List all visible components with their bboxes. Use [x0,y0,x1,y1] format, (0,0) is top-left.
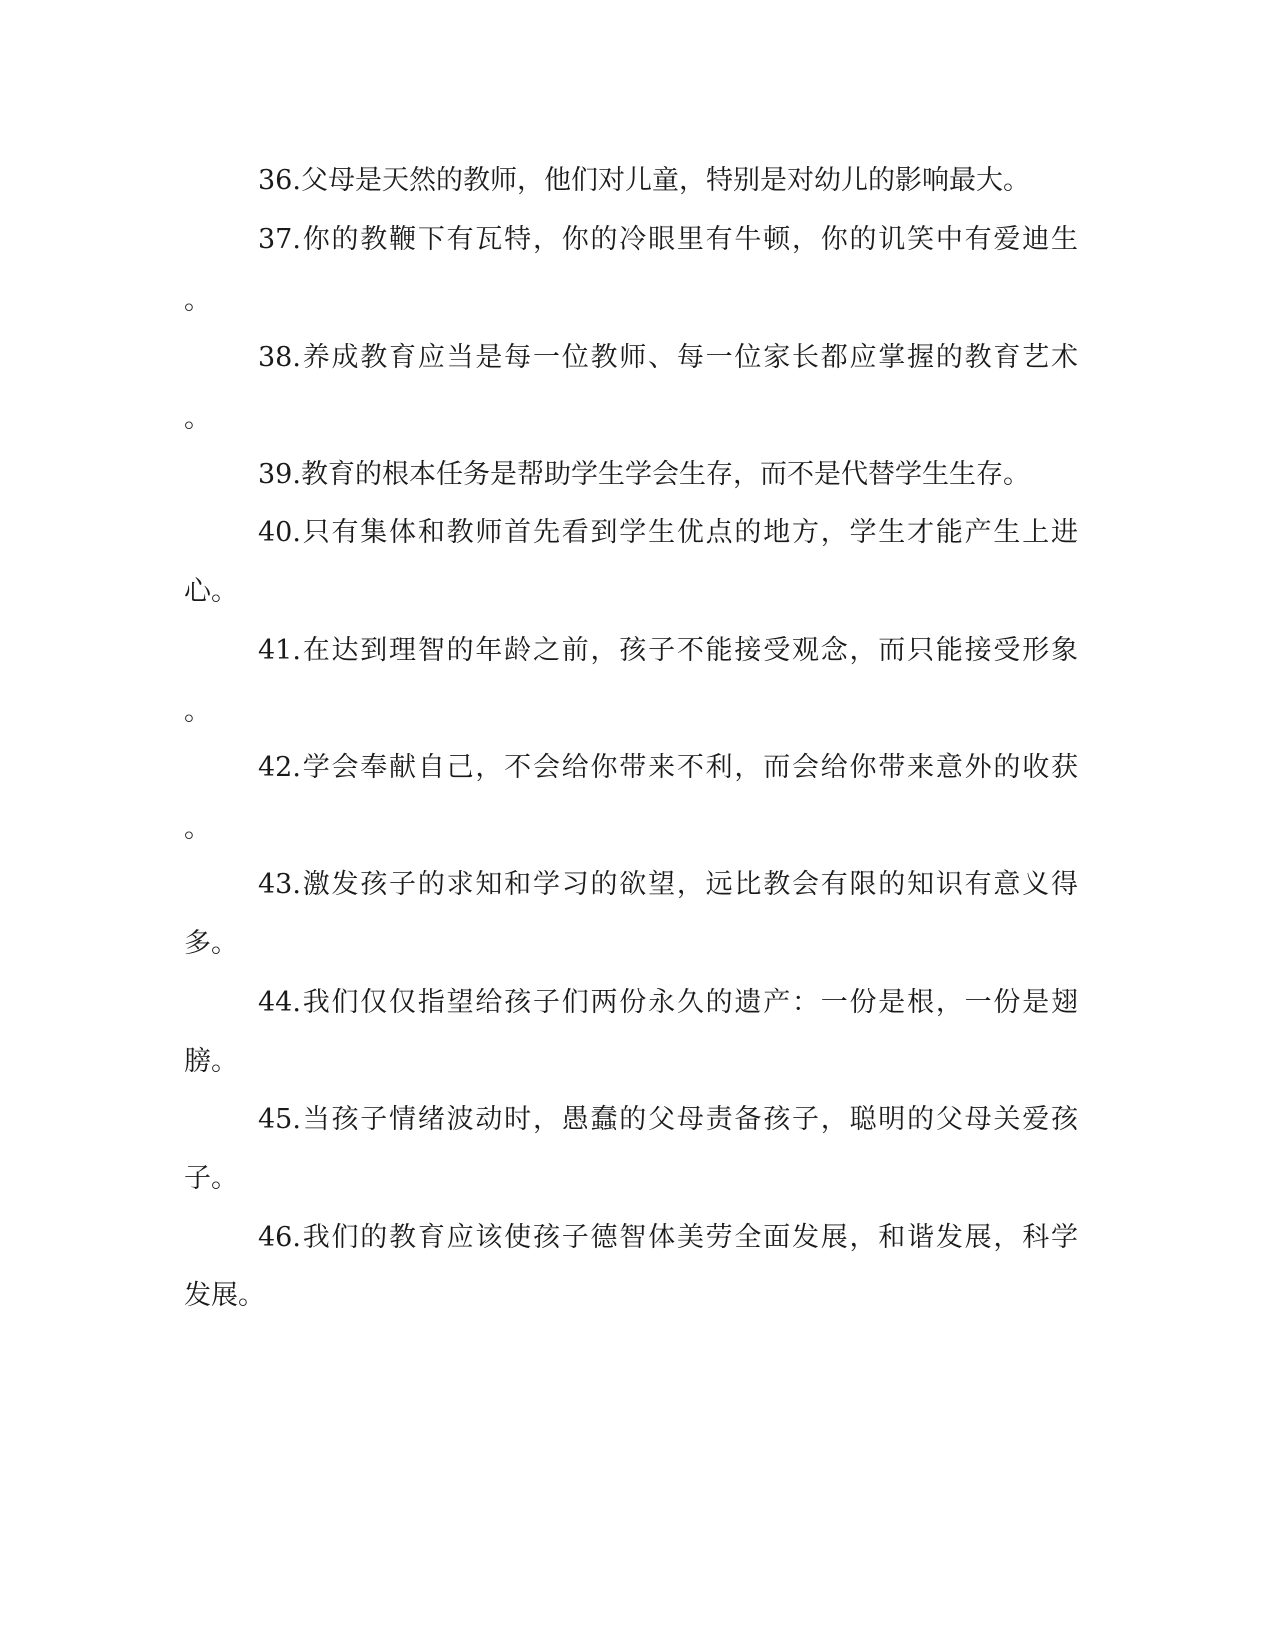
quote-44-line-1: 44.我们仅仅指望给孩子们两份永久的遗产：一份是根，一份是翅 [258,987,1078,1018]
quote-37-line-2: 。 [184,285,211,316]
quote-38-line-1: 38.养成教育应当是每一位教师、每一位家长都应掌握的教育艺术 [258,342,1078,373]
quote-36-line-1: 36.父母是天然的教师，他们对儿童，特别是对幼儿的影响最大。 [258,165,1030,196]
quote-41-line-1: 41.在达到理智的年龄之前，孩子不能接受观念，而只能接受形象 [258,635,1078,666]
quote-46-line-1: 46.我们的教育应该使孩子德智体美劳全面发展，和谐发展，科学 [258,1222,1078,1253]
quote-37-line-1: 37.你的教鞭下有瓦特，你的冷眼里有牛顿，你的讥笑中有爱迪生 [258,224,1078,255]
quote-42-line-2: 。 [184,813,211,844]
quote-40-line-2: 心。 [184,576,238,607]
quote-41-line-2: 。 [184,696,211,727]
quote-45-line-1: 45.当孩子情绪波动时，愚蠢的父母责备孩子，聪明的父母关爱孩 [258,1104,1078,1135]
quote-43-line-2: 多。 [184,928,238,959]
quote-40-line-1: 40.只有集体和教师首先看到学生优点的地方，学生才能产生上进 [258,517,1078,548]
quote-45-line-2: 子。 [184,1163,238,1194]
quote-46-line-2: 发展。 [184,1280,265,1311]
quote-43-line-1: 43.激发孩子的求知和学习的欲望，远比教会有限的知识有意义得 [258,869,1078,900]
quote-44-line-2: 膀。 [184,1046,238,1077]
quote-38-line-2: 。 [184,403,211,434]
quote-39-line-1: 39.教育的根本任务是帮助学生学会生存，而不是代替学生生存。 [258,459,1030,490]
quote-42-line-1: 42.学会奉献自己，不会给你带来不利，而会给你带来意外的收获 [258,752,1078,783]
